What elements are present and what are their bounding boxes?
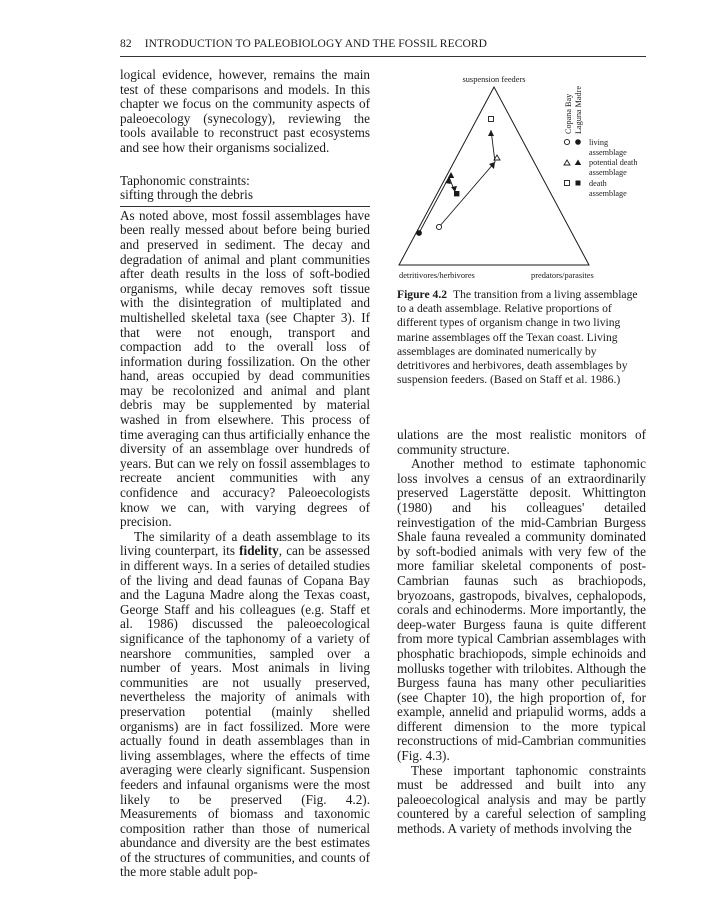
legend-potential-line2: assemblage bbox=[589, 168, 627, 177]
paragraph-opening: logical evidence, however, remains the main test of these comparisons and models. In this chapter we focus on the community aspects of paleoecology (synecology), reviewing the tools available to reconstruct past ecosystems and see how their organisms socialized. bbox=[120, 67, 370, 155]
copana-bay-path bbox=[439, 130, 495, 227]
copana-arrowhead-2 bbox=[488, 130, 494, 136]
header-rule bbox=[120, 56, 646, 57]
legend-open-circle bbox=[564, 139, 569, 144]
paragraph-taphonomy-1: As noted above, most fossil assemblages have been really messed about before being buried and preserved in sediment. The decay and degradation of animal and plant communities after death results in the loss of soft-bodied organisms, while decay removes soft tissue with the disintegration of multiplated and multishelled skeletal taxa (see Chapter 3). If that were not enough, transport and compaction add to the overall loss of information during fossilization. On the other hand, areas occupied by dead communities may be recolonized and animal and plant debris may be supplemented by material washed in from elsewhere. This process of time averaging can thus artificially enhance the diversity of an assemblage over hundreds of years. But can we rely on fossil assemblages to recreate ancient communities with any confidence and accuracy? Paleoecologists know we can, with varying degrees of precision. bbox=[120, 207, 370, 530]
laguna-madre-header: Laguna Madre bbox=[574, 86, 583, 134]
figure-4-2 bbox=[397, 70, 646, 282]
paragraph-continuation: ulations are the most realistic monitors of community structure. bbox=[397, 427, 646, 457]
paragraph-burgess-shale: Another method to estimate taphonomic loss involves a census of an extraordinarily preserved Lagerstätte deposit. Whittington (1980) and his colleagues' detailed reinvestigation of the mid-Cambrian Burgess Shale fauna revealed a community dominated by soft-bodied animals with very few of the more familiar skeletal components of post-Cambrian faunas such as brachiopods, bryozoans, gastropods, bivalves, cephalopods, corals and echinoderms. More importantly, the deep-water Burgess fauna is quite different from more typical Cambrian assemblages with phosphatic brachiopods, simple echinoids and mollusks together with trilobites. Although the Burgess fauna has many other peculiarities (see Chapter 10), the high proportion of, for example, annelid and priapulid worms, adds a different dimension to the more typical reconstructions of mid-Cambrian communities (Fig. 4.3). bbox=[397, 456, 646, 764]
paragraph-fidelity bbox=[120, 530, 370, 880]
copana-potential-point bbox=[494, 155, 500, 160]
ternary-diagram bbox=[397, 70, 646, 282]
right-column bbox=[397, 428, 646, 837]
fidelity-text-start: The similarity of a death assemblage to its living counterpart, its bbox=[120, 528, 370, 559]
fidelity-term: fidelity bbox=[239, 543, 279, 559]
laguna-death-point bbox=[454, 191, 459, 196]
legend-potential-line1: potential death bbox=[589, 158, 638, 167]
left-column bbox=[120, 68, 370, 880]
figure-label: Figure 4.2 bbox=[397, 288, 448, 301]
legend-death-line2: assemblage bbox=[589, 189, 627, 198]
section-rule bbox=[120, 206, 370, 207]
ternary-triangle bbox=[399, 87, 589, 265]
section-heading-line2: sifting through the debris bbox=[120, 187, 253, 203]
right-corner-label: predators/parasites bbox=[531, 271, 594, 280]
legend-open-triangle bbox=[564, 160, 570, 165]
copana-living-point bbox=[436, 224, 441, 229]
legend-filled-triangle bbox=[575, 160, 581, 166]
running-head bbox=[120, 38, 646, 50]
legend-death-line1: death bbox=[589, 179, 607, 188]
laguna-living-point bbox=[416, 230, 422, 236]
running-title: INTRODUCTION TO PALEOBIOLOGY AND THE FOSSIL RECORD bbox=[144, 38, 488, 50]
section-heading bbox=[120, 174, 370, 203]
figure-caption bbox=[397, 288, 646, 387]
page-number: 82 bbox=[120, 38, 132, 50]
copana-death-point bbox=[489, 117, 494, 122]
legend-open-square bbox=[565, 181, 570, 186]
figure-caption-text: The transition from a living assemblage to a death assemblage. Relative proportions of different types of organism change in two living marine assemblages off the Texan coast. Living assemblages are dominated numerically by detritivores and herbivores, death assemblages by suspension feeders. (Based on Staff et al. 1986.) bbox=[397, 288, 638, 387]
section-heading-line1: Taphonomic constraints: bbox=[120, 172, 250, 188]
legend-filled-circle bbox=[575, 139, 581, 145]
paragraph-constraints: These important taphonomic constraints must be addressed and built into any paleoecological analysis and may be partly countered by a careful selection of sampling methods. A variety of methods involving the bbox=[397, 762, 646, 837]
laguna-potential-point bbox=[448, 172, 454, 178]
laguna-madre-path bbox=[419, 177, 455, 233]
left-corner-label: detritivores/herbivores bbox=[399, 271, 475, 280]
legend-filled-square bbox=[576, 181, 581, 186]
legend-living-line1: living bbox=[589, 138, 609, 147]
apex-label: suspension feeders bbox=[462, 75, 526, 84]
fidelity-text-end: , can be assessed in different ways. In a series of detailed studies of the living and dead faunas of Copana Bay and the Laguna Madre along the Texas coast, George Staff and his colleagues (e.g. Staff et al. 1986) discussed the paleoecological significance of the taphonomy of a variety of nearshore communities, sampled over a number of years. Most animals in living communities are not usually preserved, nevertheless the majority of animals with preservation potential (mainly shelled organisms) are in fact fossilized. More were actually found in death assemblages than in living assemblages, where the effects of time averaging were clearly significant. Suspension feeders and infaunal organisms were the most likely to be preserved (Fig. 4.2). Measurements of biomass and taxonomic composition rather than those of numerical abundance and diversity are the best estimates of the structures of communities, and counts of the more stable adult pop- bbox=[120, 543, 370, 880]
legend-living-line2: assemblage bbox=[589, 148, 627, 157]
copana-bay-header: Copana Bay bbox=[564, 93, 573, 134]
